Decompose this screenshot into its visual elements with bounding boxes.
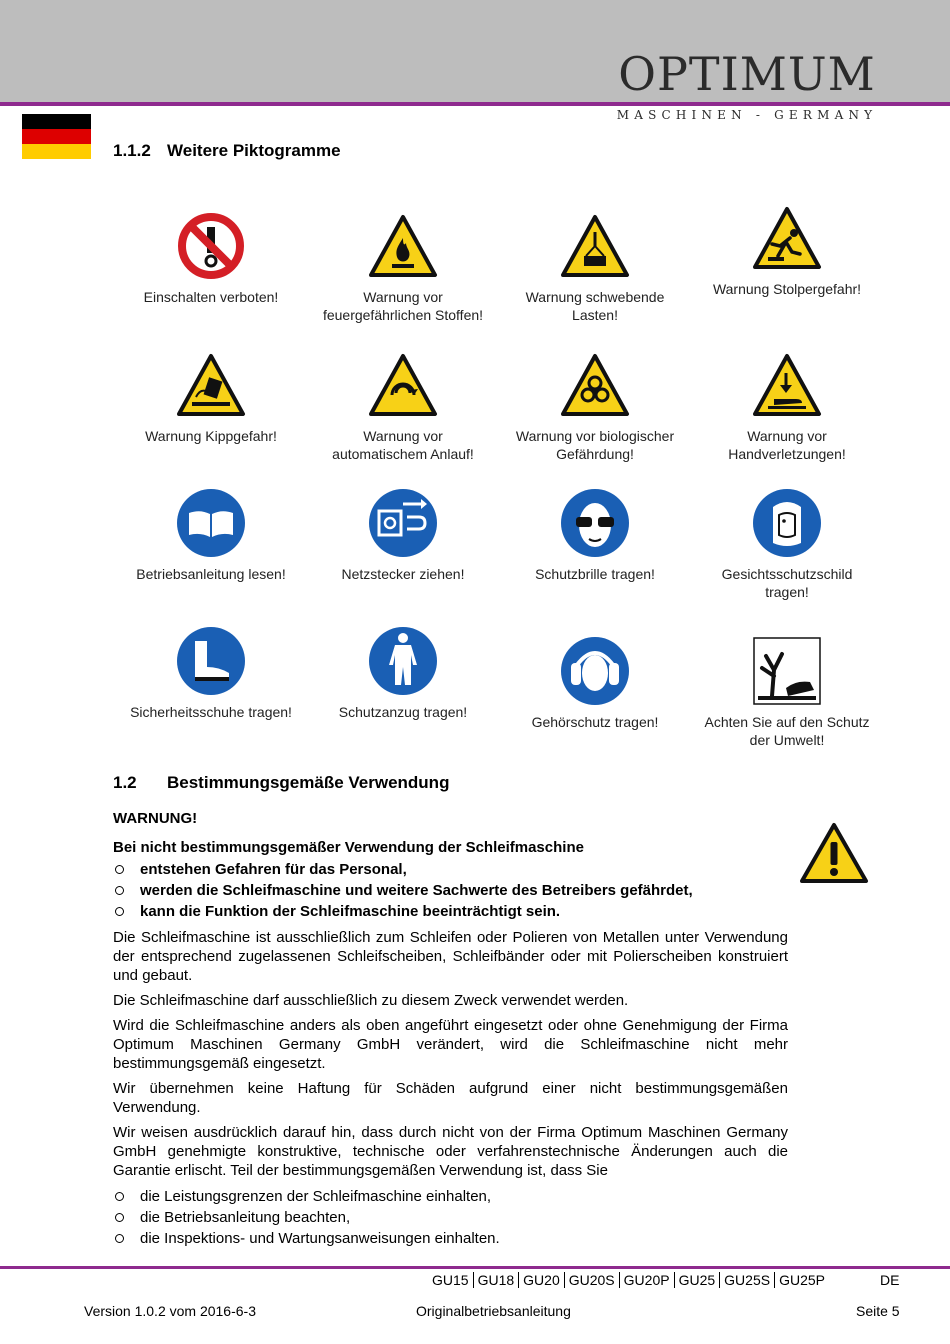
language-code: DE bbox=[880, 1272, 900, 1288]
pictogram-automatic-start: Warnung vor automatischem Anlauf! bbox=[308, 349, 498, 463]
pictogram-switch-on-prohibited: Einschalten verboten! bbox=[116, 210, 306, 306]
no-switch-on-icon bbox=[176, 211, 246, 281]
paragraph: Die Schleifmaschine ist ausschließlich zum Schleifen oder Polieren von Metallen unter Verwendung der entsprechend zugelassenen Schleifscheiben, Schleifbänder oder mit Polierscheiben konstruiert und gebaut. bbox=[113, 929, 788, 984]
paragraph: Die Schleifmaschine darf ausschließlich zu diesem Zweck verwendet werden. bbox=[113, 992, 629, 1009]
list-item: die Betriebsanleitung beachten, bbox=[113, 1207, 788, 1228]
list-item: die Leistungsgrenzen der Schleifmaschine einhalten, bbox=[113, 1186, 788, 1207]
pictogram-biohazard: Warnung vor biologischer Gefährdung! bbox=[500, 349, 690, 463]
tipping-hazard-warning-icon bbox=[176, 353, 246, 417]
read-manual-icon bbox=[175, 487, 247, 559]
pictogram-goggles: Schutzbrille tragen! bbox=[500, 487, 690, 583]
warning-list bbox=[113, 859, 788, 922]
protective-suit-icon bbox=[367, 625, 439, 697]
pictogram-unplug: Netzstecker ziehen! bbox=[308, 487, 498, 583]
pictogram-flammable: Warnung vor feuergefährlichen Stoffen! bbox=[308, 210, 498, 324]
version-info: Version 1.0.2 vom 2016-6-3 bbox=[84, 1303, 256, 1319]
model-code: GU20 bbox=[518, 1272, 564, 1288]
unplug-icon bbox=[367, 487, 439, 559]
trip-hazard-warning-icon bbox=[752, 206, 822, 270]
section-title-pictograms bbox=[113, 141, 341, 161]
pictogram-ear-protection: Gehörschutz tragen! bbox=[500, 635, 690, 731]
section-heading: Weitere Piktogramme bbox=[167, 141, 341, 160]
footer-rule bbox=[0, 1266, 950, 1269]
automatic-start-warning-icon bbox=[368, 353, 438, 417]
page-number: Seite 5 bbox=[856, 1303, 900, 1319]
pictogram-safety-shoes: Sicherheitsschuhe tragen! bbox=[116, 625, 306, 721]
pictogram-trip-hazard: Warnung Stolpergefahr! bbox=[692, 202, 882, 298]
pictogram-environment: Achten Sie auf den Schutz der Umwelt! bbox=[692, 635, 882, 749]
section-number: 1.1.2 bbox=[113, 141, 151, 160]
model-code: GU20P bbox=[619, 1272, 674, 1288]
warning-label: WARNUNG! bbox=[113, 810, 198, 827]
german-flag-icon bbox=[22, 114, 91, 159]
logo-subtitle: MASCHINEN - GERMANY bbox=[616, 108, 878, 122]
model-code: GU15 bbox=[432, 1272, 469, 1288]
intended-use-content bbox=[113, 810, 788, 1249]
list-item: die Inspektions- und Wartungsanweisungen einhalten. bbox=[113, 1228, 788, 1249]
environment-icon bbox=[752, 636, 822, 706]
model-code: GU20S bbox=[564, 1272, 619, 1288]
company-logo bbox=[612, 47, 882, 122]
model-code: GU25 bbox=[674, 1272, 720, 1288]
model-code: GU25P bbox=[774, 1272, 829, 1288]
paragraph: Wird die Schleifmaschine anders als oben angeführt eingesetzt oder ohne Genehmigung der Firma Optimum Maschinen Germany GmbH verändert, wird die Schleifmaschine nicht mehr bestimmungsgemäß eingesetzt. bbox=[113, 1017, 788, 1072]
pictogram-suspended-load: Warnung schwebende Lasten! bbox=[500, 210, 690, 324]
pictogram-face-shield: Gesichtsschutzschild tragen! bbox=[692, 487, 882, 601]
safety-shoes-icon bbox=[175, 625, 247, 697]
flammable-warning-icon bbox=[368, 214, 438, 278]
model-list bbox=[432, 1272, 829, 1288]
ear-protection-icon bbox=[559, 635, 631, 707]
general-warning-sign bbox=[799, 822, 869, 889]
safety-goggles-icon bbox=[559, 487, 631, 559]
model-code: GU25S bbox=[719, 1272, 774, 1288]
logo-name: OPTIMUM bbox=[618, 47, 876, 101]
pictogram-protective-suit: Schutzanzug tragen! bbox=[308, 625, 498, 721]
obligations-list bbox=[113, 1186, 788, 1249]
biohazard-warning-icon bbox=[560, 353, 630, 417]
face-shield-icon bbox=[751, 487, 823, 559]
model-code: GU18 bbox=[473, 1272, 519, 1288]
list-item: werden die Schleifmaschine und weitere Sachwerte des Betreibers gefährdet, bbox=[113, 880, 788, 901]
suspended-load-warning-icon bbox=[560, 214, 630, 278]
document-type: Originalbetriebsanleitung bbox=[416, 1303, 571, 1319]
section-heading: Bestimmungsgemäße Verwendung bbox=[167, 773, 450, 792]
pictogram-hand-injury: Warnung vor Handverletzungen! bbox=[692, 349, 882, 463]
section-title-intended-use bbox=[113, 773, 449, 793]
pictogram-read-manual: Betriebsanleitung lesen! bbox=[116, 487, 306, 583]
warning-lead: Bei nicht bestimmungsgemäßer Verwendung der Schleifmaschine bbox=[113, 839, 584, 856]
paragraph: Wir übernehmen keine Haftung für Schäden aufgrund einer nicht bestimmungsgemäßen Verwendung. bbox=[113, 1080, 788, 1116]
list-item: kann die Funktion der Schleifmaschine beeinträchtigt sein. bbox=[113, 901, 788, 922]
hand-injury-warning-icon bbox=[752, 353, 822, 417]
list-item: entstehen Gefahren für das Personal, bbox=[113, 859, 788, 880]
paragraph: Wir weisen ausdrücklich darauf hin, dass durch nicht von der Firma Optimum Maschinen Germany GmbH genehmigte konstruktive, technische oder verfahrenstechnische Änderungen auch die Garantie erlischt. Teil der bestimmungsgemäßen Verwendung ist, dass Sie bbox=[113, 1124, 788, 1179]
pictogram-tipping-hazard: Warnung Kippgefahr! bbox=[116, 349, 306, 445]
section-number: 1.2 bbox=[113, 773, 137, 792]
exclamation-warning-icon bbox=[799, 822, 869, 884]
